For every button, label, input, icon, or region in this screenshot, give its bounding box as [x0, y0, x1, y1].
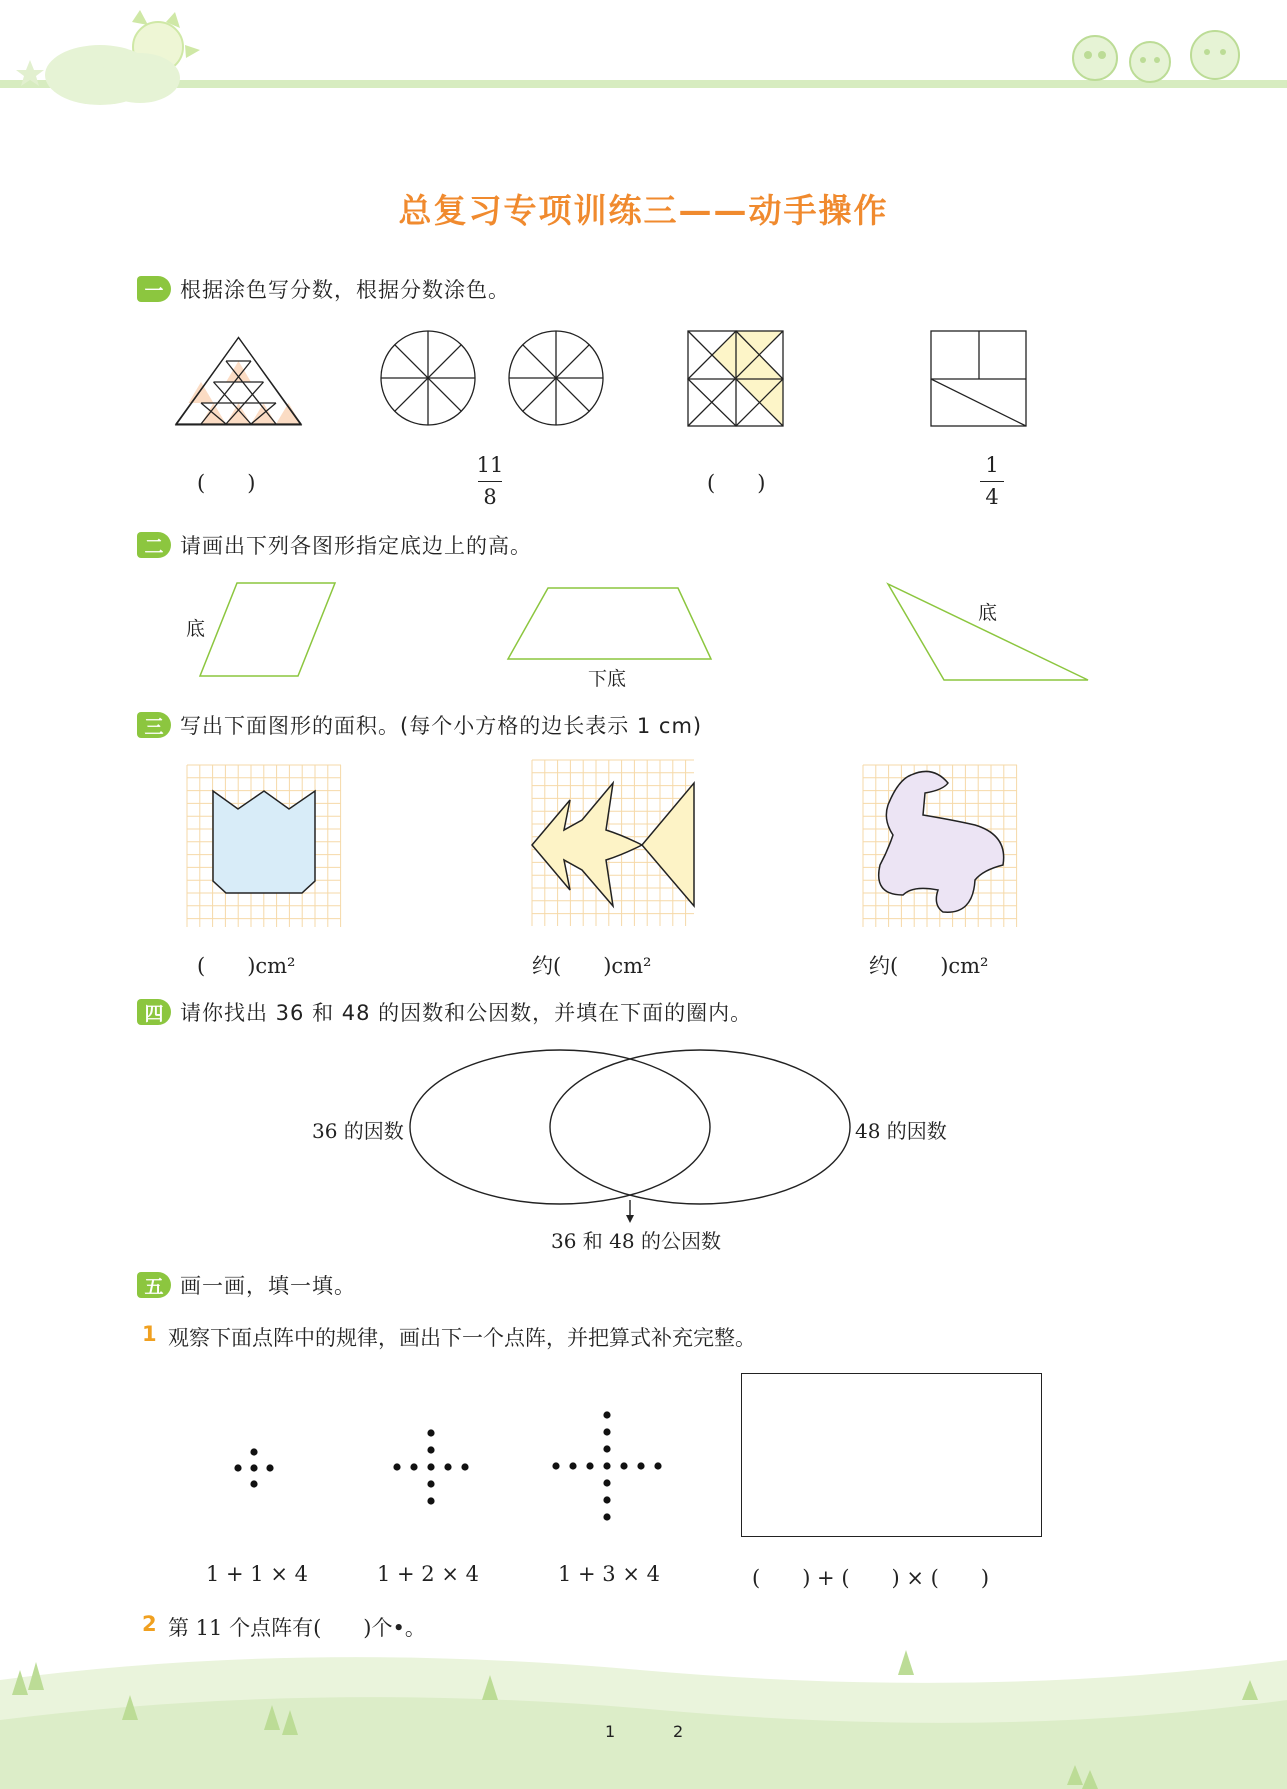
fraction-numerator: 11: [476, 453, 504, 477]
section-instruction: 写出下面图形的面积。(每个小方格的边长表示 1 cm): [180, 714, 703, 738]
section-number-badge: 五: [137, 1272, 171, 1298]
section-2-header: [137, 530, 532, 560]
section-instruction: 根据涂色写分数，根据分数涂色。: [180, 278, 510, 302]
triangle-figure: [176, 325, 306, 435]
obtuse-triangle-figure: [886, 582, 1091, 682]
section-number-badge: 一: [137, 276, 171, 302]
question-number: 1: [142, 1322, 157, 1346]
venn-common-label: 36 和 48 的公因数: [551, 1229, 721, 1253]
page-title: 总复习专项训练三——动手操作: [398, 191, 889, 230]
expression-2: 1 + 2 × 4: [377, 1562, 479, 1586]
fraction-denominator: 8: [483, 485, 497, 509]
area-answer[interactable]: ( )cm²: [197, 954, 296, 978]
section-3-header: [137, 710, 702, 740]
answer-blank[interactable]: ( ): [707, 471, 766, 495]
dot-array-2: [385, 1425, 485, 1525]
answer-blank[interactable]: ( ): [197, 471, 256, 495]
base-label: 底: [186, 618, 206, 640]
section-number-badge: 三: [137, 712, 171, 738]
header-decoration: [0, 0, 1287, 120]
page-number: 2: [673, 1722, 684, 1741]
parallelogram-figure: [200, 580, 340, 680]
animal-faces-icon: [1073, 31, 1239, 82]
diamond-square-figure: [688, 331, 788, 431]
dot-array-3: [545, 1405, 675, 1545]
circle-figure-2: [508, 330, 608, 430]
section-4-header: [137, 997, 752, 1027]
rectangle-divided-figure: [931, 331, 1031, 431]
grid-fish-figure: [532, 760, 694, 926]
base-label: 底: [978, 602, 998, 624]
venn-diagram: [410, 1045, 860, 1225]
fraction-denominator: 4: [985, 485, 999, 509]
venn-left-label: 36 的因数: [312, 1119, 404, 1143]
section-number-badge: 四: [137, 999, 171, 1025]
grid-crown-figure: [187, 765, 341, 927]
circle-figure-1: [380, 330, 480, 430]
area-answer[interactable]: 约( )cm²: [532, 954, 652, 978]
fraction-11-8: [470, 455, 510, 508]
area-answer[interactable]: 约( )cm²: [869, 954, 989, 978]
question-text: 观察下面点阵中的规律，画出下一个点阵，并把算式补充完整。: [168, 1326, 756, 1350]
trapezoid-figure: [508, 585, 718, 665]
expression-3: 1 + 3 × 4: [558, 1562, 660, 1586]
section-number-badge: 二: [137, 532, 171, 558]
fraction-numerator: 1: [985, 453, 999, 477]
dot-array-1: [226, 1445, 286, 1505]
section-5-header: [137, 1270, 356, 1300]
expression-blank[interactable]: ( ) + ( ) × ( ): [752, 1566, 990, 1590]
question-number: 2: [142, 1612, 157, 1636]
page-number: 1: [605, 1722, 616, 1741]
grid-blob-figure: [863, 765, 1017, 927]
section-instruction: 请画出下列各图形指定底边上的高。: [180, 534, 532, 558]
expression-1: 1 + 1 × 4: [206, 1562, 308, 1586]
venn-right-label: 48 的因数: [855, 1119, 947, 1143]
drawing-answer-box[interactable]: [741, 1373, 1042, 1537]
section-instruction: 请你找出 36 和 48 的因数和公因数，并填在下面的圈内。: [180, 1001, 753, 1025]
fraction-1-4: [972, 455, 1012, 508]
section-1-header: [137, 274, 510, 304]
footer-landscape: [0, 1640, 1287, 1789]
lower-base-label: 下底: [588, 668, 627, 690]
question-text[interactable]: 第 11 个点阵有( )个•。: [168, 1616, 426, 1640]
section-instruction: 画一画，填一填。: [180, 1274, 356, 1298]
